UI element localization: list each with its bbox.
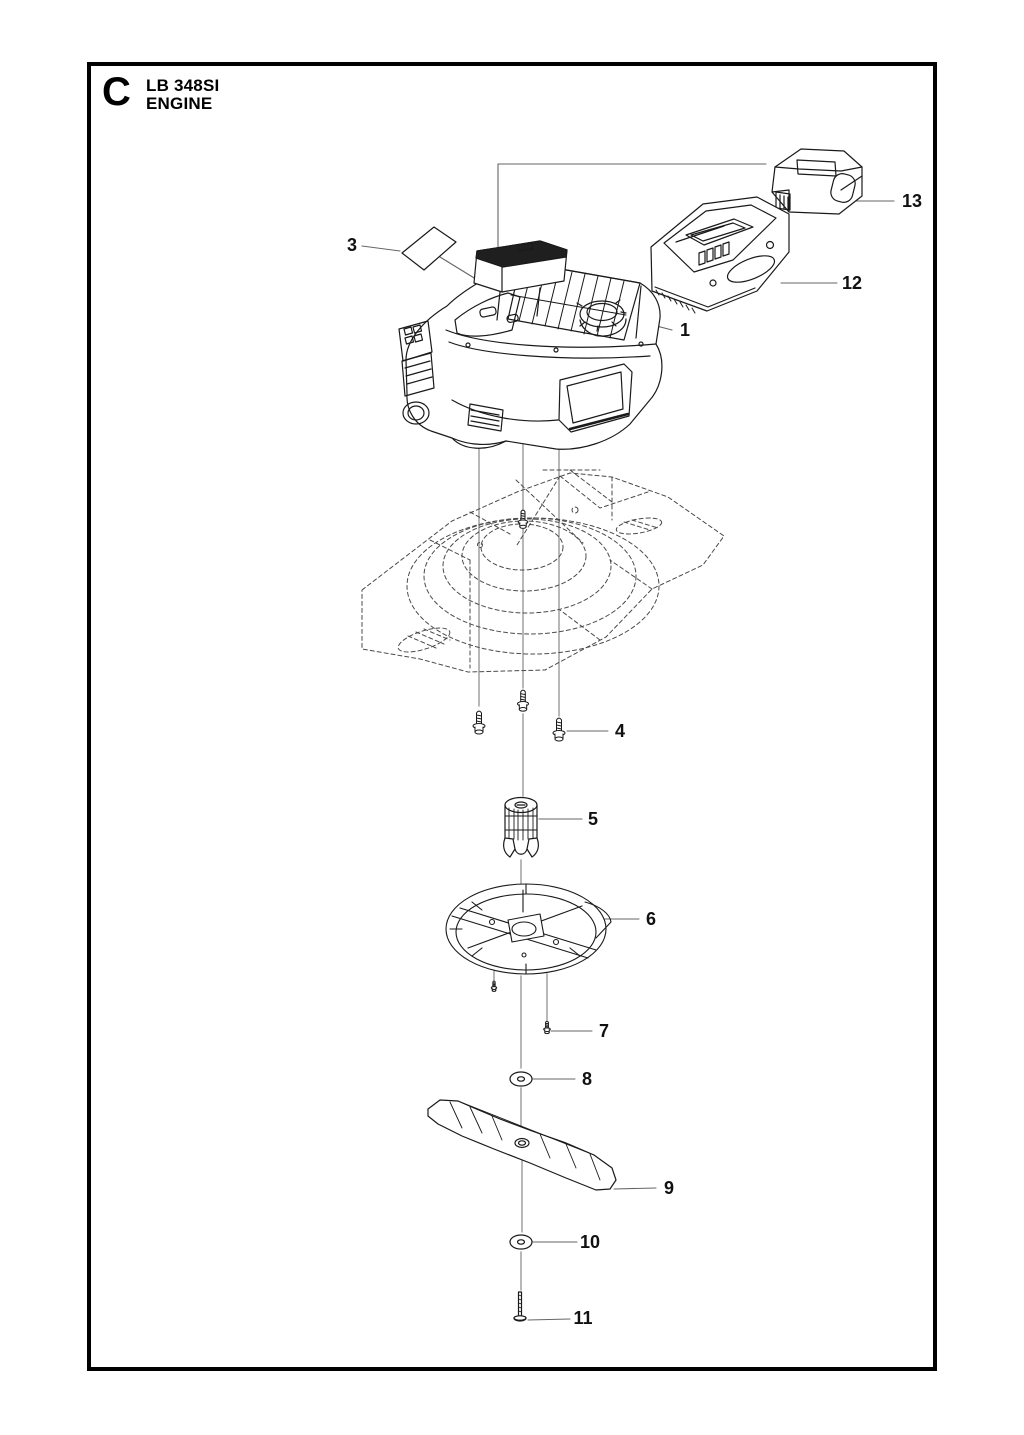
battery-pack [772,149,862,214]
blade-adapter [504,798,539,858]
callout-1: 1 [679,320,691,340]
decal-outline [402,227,456,270]
model-name: LB 348SI [146,76,220,95]
callout-4: 4 [614,721,626,741]
callout-10: 10 [579,1232,601,1252]
callout-7: 7 [598,1021,610,1041]
callout-9: 9 [663,1178,675,1198]
washer-upper [510,1072,532,1086]
callout-6: 6 [645,909,657,929]
engine [399,241,662,449]
artwork [399,149,862,1321]
washer-lower [510,1235,532,1249]
section-letter: C [102,70,131,114]
callout-13: 13 [901,191,923,211]
callout-8: 8 [581,1069,593,1089]
mower-deck-phantom [362,470,724,672]
blade-carrier [446,884,611,974]
engine-mount-screws [473,690,565,741]
callout-12: 12 [841,273,863,293]
deck-center-screw [518,510,528,528]
callout-5: 5 [587,809,599,829]
callout-3: 3 [346,235,358,255]
page-title: ENGINE [146,94,213,113]
battery-charger [651,197,789,313]
blade-bolt [514,1292,526,1321]
callout-11: 11 [573,1308,593,1328]
